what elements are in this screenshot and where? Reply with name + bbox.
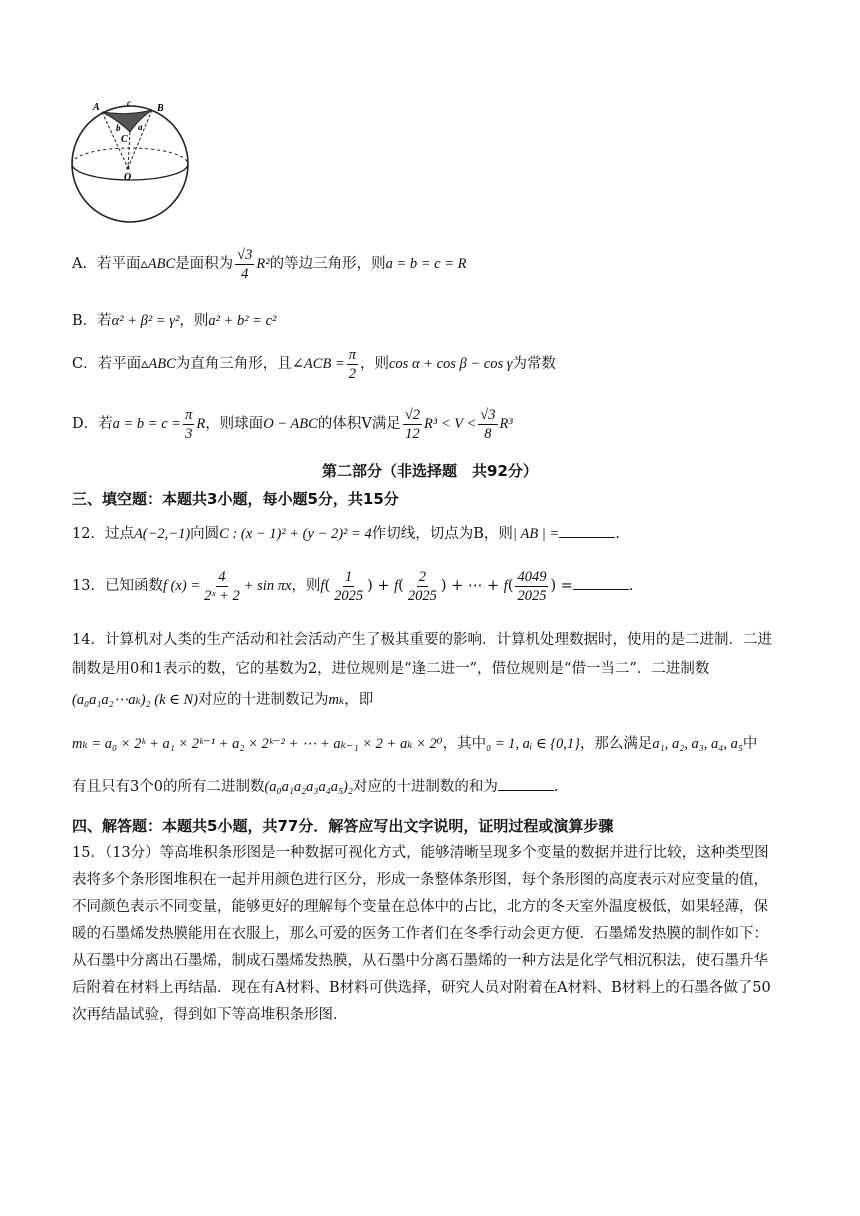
fraction	[478, 406, 497, 443]
q13-end: .	[628, 578, 634, 594]
fraction	[515, 568, 548, 605]
fraction	[202, 568, 242, 605]
label-a: a	[138, 122, 143, 132]
option-b-expr2: a² + b² = c²	[208, 313, 277, 329]
q15-line: 后附着在材料上再结晶．现在有A材料、B材料可供选择，研究人员对附着在A材料、B材料上的石墨各做了50	[72, 980, 771, 996]
fraction	[235, 246, 254, 283]
option-d-tail: R³	[499, 416, 513, 432]
option-d-prefix: D．若	[72, 416, 113, 432]
q14-cond: ₀ = 1, aᵢ ∈ {0,1}	[486, 736, 580, 752]
q14-line4-end: 中	[742, 736, 758, 752]
q14-seq: a₁, a₂, a₃, a₄, a₅	[652, 736, 743, 752]
sphere-figure	[66, 98, 198, 228]
frac-num: 4	[218, 568, 226, 585]
q13-text1: 13．已知函数	[72, 578, 163, 594]
option-c	[72, 344, 556, 384]
angle-acb: ∠ACB =	[291, 356, 345, 372]
f-symbol: f	[394, 578, 399, 594]
fraction	[406, 568, 439, 605]
q15-line: 不同颜色表示不同变量，能够更好的理解每个变量在总体中的占比，北方的冬天室外温度极低，如果轻薄，保	[72, 899, 768, 915]
label-C: C	[121, 134, 128, 145]
answer-blank	[559, 523, 615, 538]
option-a-prefix: A．若平面	[72, 256, 141, 272]
q12-text1: 12．过点	[72, 526, 134, 542]
q14-formula: mₖ = a₀ × 2ᵏ + a₁ × 2ᵏ⁻¹ + a₂ × 2ᵏ⁻² + ⋯ + aₖ₋₁ × 2 + aₖ × 2⁰	[72, 736, 443, 752]
option-d-mid: ，则球面	[205, 416, 264, 432]
option-d-mid3: R³ < V <	[424, 416, 477, 432]
section3-title: 三、填空题：本题共3小题，每小题5分，共15分	[72, 490, 399, 508]
option-b-prefix: B．若	[72, 313, 112, 329]
option-d-expr2: O − ABC	[263, 416, 318, 432]
q14-end: .	[553, 779, 559, 795]
frac-den: 3	[185, 425, 193, 442]
frac-num: π	[185, 406, 193, 423]
frac-num: √3	[480, 406, 496, 423]
fraction	[347, 346, 358, 383]
q12-point: A(−2,−1)	[133, 526, 191, 542]
frac-num: π	[348, 346, 356, 363]
q14-line5-head: 有且只有3个0的所有二进制数	[72, 779, 265, 795]
frac-num: 4049	[517, 568, 547, 585]
q15-line: 15．（13分）等高堆积条形图是一种数据可视化方式，能够清晰呈现多个变量的数据并进行比较，这种类型图	[72, 845, 769, 861]
label-c: c	[127, 98, 131, 108]
frac-num: √3	[237, 246, 253, 263]
option-c-prefix: C．若平面	[72, 356, 142, 372]
option-c-mid2: ，则	[360, 356, 389, 372]
question-15	[72, 840, 794, 1029]
q14-line4-mid: ，其中	[442, 736, 487, 752]
option-a-mid1: 是面积为	[175, 256, 234, 272]
fraction	[403, 406, 422, 443]
q14-binary: (a₀a₁a₂⋯aₖ)₂ (k ∈ N)	[72, 692, 198, 708]
q15-line: 表将多个条形图堆积在一起并用颜色进行区分，形成一条整体条形图，每个条形图的高度表示对应变量的值，	[72, 872, 768, 888]
q15-line: 从石墨中分离出石墨烯，制成石墨烯发热膜，从石墨中分离石墨烯的一种方法是化学气相沉积法，使石墨升华	[72, 953, 768, 969]
q13-dots: + ⋯ +	[451, 578, 500, 594]
f-symbol: f	[320, 578, 325, 594]
f-symbol: f	[503, 578, 508, 594]
q14-line5-tail: 对应的十进制数的和为	[352, 779, 498, 795]
option-a-mid2: 的等边三角形，则	[269, 256, 386, 272]
frac-den: 2025	[407, 587, 437, 604]
frac-num: 1	[344, 568, 353, 585]
answer-blank	[573, 575, 629, 590]
q15-line: 次再结晶试验，得到如下等高堆积条形图．	[72, 1007, 348, 1023]
option-a-tail: a = b = c = R	[385, 256, 467, 272]
q14-line1: 14．计算机对人类的生产活动和社会活动产生了极其重要的影响．计算机处理数据时，使用的是二进制．二进	[72, 632, 772, 648]
q14-line3	[72, 690, 373, 710]
q13-fx: f (x) =	[162, 578, 201, 594]
q14-mk: mₖ	[328, 692, 345, 708]
q14-line2: 制数是用0和1表示的数，它的基数为2，进位规则是“逢二进一”，借位规则是“借一当二”．二进制数	[72, 661, 710, 677]
part2-title: 第二部分（非选择题 共92分）	[322, 462, 538, 480]
q14-line3-tail: 对应的十进制数记为	[197, 692, 329, 708]
answer-blank	[498, 776, 554, 791]
radius-r: R	[196, 416, 206, 432]
q14-line4	[72, 734, 757, 754]
q13-text2: ，则	[291, 578, 321, 594]
q12-abs: | AB | =	[512, 526, 560, 542]
frac-den: 2ˣ + 2	[204, 587, 240, 604]
option-d	[72, 404, 513, 444]
frac-den: 2	[348, 365, 356, 382]
q14-line3-end: ，即	[344, 692, 374, 708]
q12-text2: 向圆	[190, 526, 220, 542]
label-B: B	[157, 103, 164, 114]
frac-num: 2	[418, 568, 426, 585]
q14-line4-tail: ，那么满足	[579, 736, 653, 752]
frac-den: 12	[405, 425, 420, 442]
fraction	[183, 406, 194, 443]
option-b-expr1: α² + β² = γ²	[111, 313, 180, 329]
q12-text3: 作切线，切点为B，则	[371, 526, 513, 542]
q13-eq: =	[560, 578, 573, 594]
option-a	[72, 244, 467, 284]
frac-den: 4	[241, 265, 249, 282]
option-b-mid: ，则	[179, 313, 209, 329]
frac-den: 2025	[334, 587, 364, 604]
q14-line5	[72, 776, 559, 797]
label-A: A	[93, 102, 100, 113]
triangle-symbol: ▵	[141, 356, 149, 372]
label-O: O	[124, 172, 132, 183]
q12-end: .	[615, 526, 620, 542]
section4-title: 四、解答题：本题共5小题，共77分．解答应写出文字说明，证明过程或演算步骤	[72, 817, 614, 835]
abc: ABC	[147, 256, 176, 272]
q14-binary2: (a₀a₁a₂a₃a₄a₅)₂	[264, 779, 353, 795]
q15-line: 暖的石墨烯发热膜能用在衣服上，那么可爱的医务工作者们在冬季行动会更方便．石墨烯发热膜的制作如下：	[72, 926, 768, 942]
option-d-expr1: a = b = c =	[112, 416, 182, 432]
question-13: 13．已知函数f (x) = $\frac{4}{\text{2ˣ + 2}}$ + sin πx，则f( $\frac{1}{2025}$ ) + f( $\frac{2}{2025}$ ) + ⋯ + f( $\frac{4049}{2025}$ ) = .	[72, 568, 634, 604]
q12-circle: C : (x − 1)² + (y − 2)² = 4	[219, 526, 372, 542]
frac-den: 2025	[517, 587, 547, 604]
label-b: b	[116, 123, 121, 133]
option-d-mid2: 的体积V满足	[317, 416, 401, 432]
option-c-tail: 为常数	[512, 356, 556, 372]
frac-num: √2	[404, 406, 421, 423]
option-b	[72, 311, 276, 331]
q13-sin: + sin πx	[243, 578, 292, 594]
triangle-symbol: ▵	[140, 256, 148, 272]
cos-expression: cos α + cos β − cos γ	[389, 356, 513, 372]
r-squared: R²	[256, 256, 270, 272]
fraction	[332, 568, 365, 605]
question-12	[72, 523, 620, 544]
option-c-mid1: 为直角三角形，且	[175, 356, 292, 372]
abc: ABC	[148, 356, 176, 372]
frac-den: 8	[484, 425, 492, 442]
